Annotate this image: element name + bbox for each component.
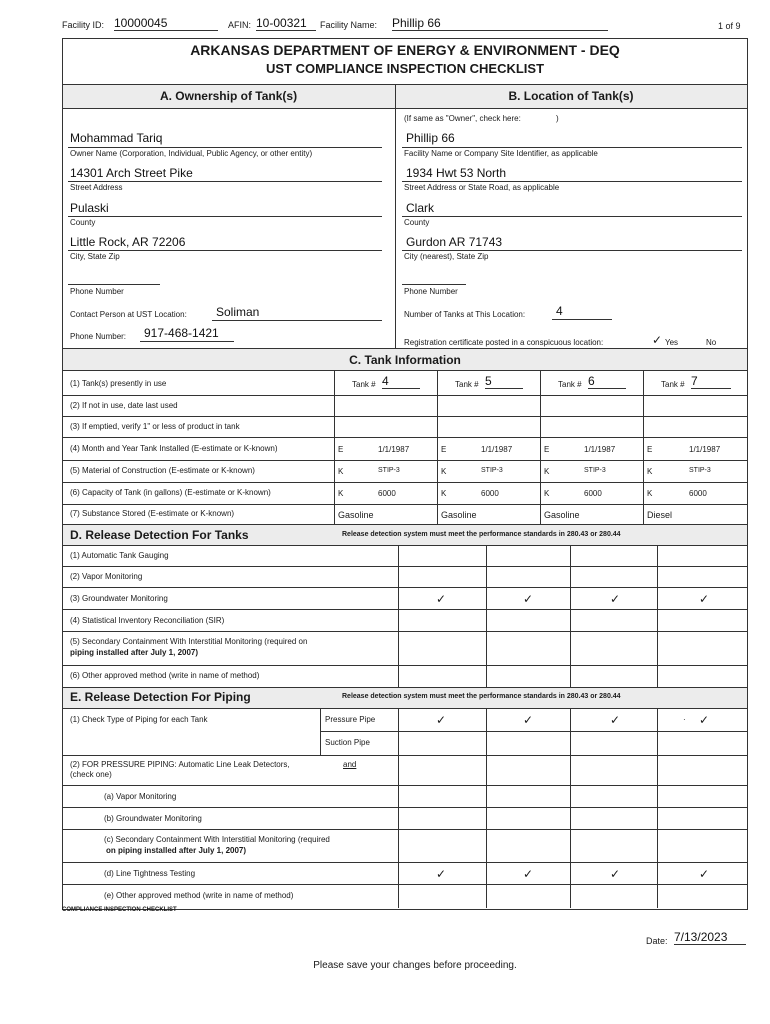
d-row-3-label: (3) Groundwater Monitoring: [70, 594, 168, 603]
d-row-2-label: (2) Vapor Monitoring: [70, 572, 143, 581]
e-row-2-label: (2) FOR PRESSURE PIPING: Automatic Line Leak Detectors,: [70, 760, 290, 769]
c5-t1-code[interactable]: K: [338, 467, 344, 476]
e-row-c-label-line2: on piping installed after July 1, 2007): [106, 846, 247, 855]
tank-header-1-number[interactable]: 4: [382, 374, 420, 389]
d-row-1-label: (1) Automatic Tank Gauging: [70, 551, 169, 560]
c5-t2-value[interactable]: STIP-3: [481, 467, 503, 474]
c6-t2-code[interactable]: K: [441, 489, 447, 498]
location-phone-caption: Phone Number: [404, 287, 458, 296]
c-row-2-label: (2) If not in use, date last used: [70, 401, 178, 410]
d3-t1-check[interactable]: ✓: [436, 592, 447, 606]
tank-header-4-label: Tank #: [661, 380, 685, 389]
location-county-caption: County: [404, 218, 430, 227]
registration-yes-label: Yes: [665, 338, 679, 347]
section-e-note: Release detection system must meet the performance standards in 280.43 or 280.44: [342, 693, 621, 700]
c-row-4-label: (4) Month and Year Tank Installed (E-estimate or K-known): [70, 444, 278, 453]
ed-t4-check[interactable]: ✓: [699, 867, 710, 881]
e-row-a-label: (a) Vapor Monitoring: [104, 792, 177, 801]
save-changes-note: Please save your changes before proceeding.: [313, 960, 517, 971]
tank-header-1-label: Tank #: [352, 380, 376, 389]
c6-t3-value[interactable]: 6000: [584, 489, 602, 498]
location-street-value[interactable]: 1934 Hwt 53 North: [406, 166, 507, 180]
c6-t3-code[interactable]: K: [544, 489, 550, 498]
suction-pipe-label: Suction Pipe: [325, 738, 370, 747]
c5-t3-code[interactable]: K: [544, 467, 550, 476]
afin-field[interactable]: 10-00321: [256, 16, 316, 31]
c-row-5-label: (5) Material of Construction (E-estimate or K-known): [70, 466, 255, 475]
owner-county-value[interactable]: Pulaski: [70, 201, 109, 215]
ed-t2-check[interactable]: ✓: [523, 867, 534, 881]
section-d-heading: D. Release Detection For Tanks: [70, 528, 249, 542]
e1-pressure-t3-check[interactable]: ✓: [610, 713, 621, 727]
owner-phone-caption: Phone Number: [70, 287, 124, 296]
title-line2: UST COMPLIANCE INSPECTION CHECKLIST: [265, 61, 545, 76]
location-street-caption: Street Address or State Road, as applicable: [404, 183, 560, 192]
facility-id-field[interactable]: 10000045: [114, 16, 218, 31]
c6-t1-value[interactable]: 6000: [378, 489, 396, 498]
same-as-owner-close: ): [556, 114, 559, 123]
c4-t1-value[interactable]: 1/1/1987: [378, 445, 410, 454]
d3-t4-check[interactable]: ✓: [699, 592, 710, 606]
c4-t1-code[interactable]: E: [338, 445, 344, 454]
e-row-1-label: (1) Check Type of Piping for each Tank: [70, 715, 208, 724]
ed-t1-check[interactable]: ✓: [436, 867, 447, 881]
same-as-owner-note: (If same as "Owner", check here:: [404, 114, 521, 123]
c6-t1-code[interactable]: K: [338, 489, 344, 498]
contact-phone-value[interactable]: 917-468-1421: [144, 326, 219, 340]
contact-person-value[interactable]: Soliman: [216, 305, 260, 319]
e-row-2-label-line2: (check one): [70, 770, 112, 779]
c4-t2-value[interactable]: 1/1/1987: [481, 445, 513, 454]
e-row-e-label: (e) Other approved method (write in name of method): [104, 891, 294, 900]
d-row-5-label-line2: piping installed after July 1, 2007): [70, 648, 199, 657]
registration-label: Registration certificate posted in a conspicuous location:: [404, 338, 604, 347]
owner-city-value[interactable]: Little Rock, AR 72206: [70, 235, 186, 249]
c4-t4-code[interactable]: E: [647, 445, 653, 454]
tank-header-2-label: Tank #: [455, 380, 479, 389]
section-d-note: Release detection system must meet the performance standards in 280.43 or 280.44: [342, 531, 621, 538]
ed-t3-check[interactable]: ✓: [610, 867, 621, 881]
owner-name-value[interactable]: Mohammad Tariq: [70, 131, 163, 145]
section-e-heading: E. Release Detection For Piping: [70, 690, 251, 704]
c5-t4-value[interactable]: STIP-3: [689, 467, 711, 474]
e-row-d-label: (d) Line Tightness Testing: [104, 869, 196, 878]
date-field[interactable]: 7/13/2023: [674, 930, 746, 945]
facility-name-label: Facility Name:: [320, 20, 378, 30]
number-of-tanks-value[interactable]: 4: [556, 304, 563, 318]
facility-name-field[interactable]: Phillip 66: [392, 16, 608, 31]
e-row-b-label: (b) Groundwater Monitoring: [104, 814, 202, 823]
date-label: Date:: [646, 936, 668, 946]
tank-header-3-number[interactable]: 6: [588, 374, 626, 389]
c4-t3-value[interactable]: 1/1/1987: [584, 445, 616, 454]
e1-pressure-t2-check[interactable]: ✓: [523, 713, 534, 727]
e1-pressure-t4-check[interactable]: ✓: [699, 713, 710, 727]
section-b-heading: B. Location of Tank(s): [508, 89, 634, 103]
c7-t1-value[interactable]: Gasoline: [338, 510, 374, 520]
contact-person-label: Contact Person at UST Location:: [70, 310, 187, 319]
checklist-footer-label: COMPLIANCE INSPECTION CHECKLIST: [62, 907, 177, 913]
location-facility-value[interactable]: Phillip 66: [406, 131, 455, 145]
page-number: 1 of 9: [718, 21, 741, 31]
contact-phone-label: Phone Number:: [70, 332, 127, 341]
c6-t2-value[interactable]: 6000: [481, 489, 499, 498]
c7-t2-value[interactable]: Gasoline: [441, 510, 477, 520]
c7-t4-value[interactable]: Diesel: [647, 510, 673, 520]
c4-t2-code[interactable]: E: [441, 445, 447, 454]
registration-yes-check[interactable]: ✓: [652, 333, 663, 347]
location-facility-caption: Facility Name or Company Site Identifier, as applicable: [404, 149, 598, 158]
d-row-5-label: (5) Secondary Containment With Interstitial Monitoring (required on: [70, 637, 308, 646]
e1-pressure-t4-mark: ·: [683, 715, 686, 724]
d3-t2-check[interactable]: ✓: [523, 592, 534, 606]
registration-no-label: No: [706, 338, 717, 347]
c5-t4-code[interactable]: K: [647, 467, 653, 476]
owner-street-value[interactable]: 14301 Arch Street Pike: [70, 166, 193, 180]
c7-t3-value[interactable]: Gasoline: [544, 510, 580, 520]
location-city-caption: City (nearest), State Zip: [404, 252, 489, 261]
d3-t3-check[interactable]: ✓: [610, 592, 621, 606]
c4-t4-value[interactable]: 1/1/1987: [689, 445, 721, 454]
tank-header-3-label: Tank #: [558, 380, 582, 389]
c6-t4-code[interactable]: K: [647, 489, 653, 498]
location-city-value[interactable]: Gurdon AR 71743: [406, 235, 503, 249]
c-row-1-label: (1) Tank(s) presently in use: [70, 379, 167, 388]
number-of-tanks-label: Number of Tanks at This Location:: [404, 310, 526, 319]
c4-t3-code[interactable]: E: [544, 445, 550, 454]
c-row-7-label: (7) Substance Stored (E-estimate or K-known): [70, 509, 235, 518]
e-row-c-label: (c) Secondary Containment With Interstitial Monitoring (required: [104, 835, 330, 844]
owner-county-caption: County: [70, 218, 96, 227]
c6-t4-value[interactable]: 6000: [689, 489, 707, 498]
title-line1: ARKANSAS DEPARTMENT OF ENERGY & ENVIRONMENT - DEQ: [190, 42, 620, 58]
owner-name-caption: Owner Name (Corporation, Individual, Public Agency, or other entity): [70, 149, 313, 158]
e1-pressure-t1-check[interactable]: ✓: [436, 713, 447, 727]
tank-header-4-number[interactable]: 7: [691, 374, 731, 389]
c-row-3-label: (3) If emptied, verify 1" or less of product in tank: [70, 422, 240, 431]
d-row-4-label: (4) Statistical Inventory Reconciliation (SIR): [70, 616, 225, 625]
facility-id-label: Facility ID:: [62, 20, 105, 30]
pressure-pipe-label: Pressure Pipe: [325, 715, 376, 724]
c5-t1-value[interactable]: STIP-3: [378, 467, 400, 474]
tank-header-2-number[interactable]: 5: [485, 374, 523, 389]
c5-t2-code[interactable]: K: [441, 467, 447, 476]
section-a-heading: A. Ownership of Tank(s): [159, 89, 298, 103]
location-county-value[interactable]: Clark: [406, 201, 435, 215]
section-c-heading: C. Tank Information: [349, 353, 461, 367]
e-row-2-and: and: [343, 760, 357, 769]
c5-t3-value[interactable]: STIP-3: [584, 467, 606, 474]
c-row-6-label: (6) Capacity of Tank (in gallons) (E-estimate or K-known): [70, 488, 271, 497]
owner-street-caption: Street Address: [70, 183, 123, 192]
d-row-6-label: (6) Other approved method (write in name of method): [70, 671, 260, 680]
afin-label: AFIN:: [228, 20, 252, 30]
owner-city-caption: City, State Zip: [70, 252, 120, 261]
